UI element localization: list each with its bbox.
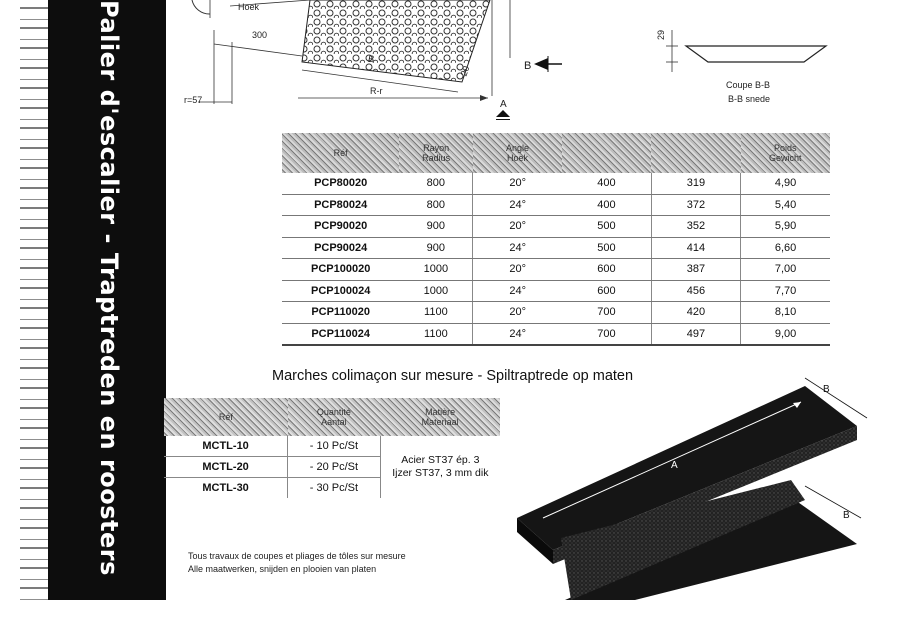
label-b: B [368, 54, 375, 64]
col-material: Matière Materiaal [380, 398, 500, 436]
vertical-title-text: Palier d'escalier - Traptreden en roosters [95, 0, 123, 576]
table-row [282, 173, 830, 194]
steps-illustration [505, 368, 900, 600]
cell-rayon: 900 [399, 237, 473, 259]
price-table [282, 133, 830, 346]
steps-svg [505, 368, 900, 600]
material-fr: Acier ST37 ép. 3 [401, 454, 480, 466]
cell-angle: 20° [473, 173, 562, 194]
col-b [651, 133, 740, 173]
table-header-row [282, 133, 830, 173]
cell-b: 497 [651, 323, 740, 345]
cell-ref: MCTL-10 [164, 436, 288, 457]
col-poids: Poids Gewicht [741, 133, 830, 173]
cell-ref: PCP80024 [282, 194, 399, 216]
table-row [282, 323, 830, 345]
cell-b: 319 [651, 173, 740, 194]
cell-quantity: - 30 Pc/St [288, 478, 380, 499]
cell-ref: PCP90020 [282, 216, 399, 238]
cell-angle: 20° [473, 302, 562, 324]
cell-poids: 5,90 [741, 216, 830, 238]
cell-b: 456 [651, 280, 740, 302]
cell-ref: MCTL-30 [202, 482, 249, 494]
cell-material [380, 436, 500, 498]
cell-ref: PCP80020 [282, 173, 399, 194]
cell-rayon: 1000 [399, 280, 473, 302]
label-section-a: A [500, 99, 507, 110]
cell-angle: 20° [473, 259, 562, 281]
table-row [282, 302, 830, 324]
cell-rayon: 800 [399, 173, 473, 194]
cell-poids: 8,10 [741, 302, 830, 324]
col-rayon: Rayon Radius [399, 133, 473, 173]
col-ref: Réf [282, 133, 399, 173]
cell-poids: 6,60 [741, 237, 830, 259]
cell-poids: 7,70 [741, 280, 830, 302]
label-rr: R-r [370, 86, 383, 96]
label-29: 29 [656, 29, 667, 41]
cell-rayon: 1000 [399, 259, 473, 281]
label-coupe: Coupe B-B [726, 80, 771, 90]
cell-angle: 24° [473, 323, 562, 345]
cell-a: 500 [562, 216, 651, 238]
label-section-b: B [524, 60, 532, 72]
table-row [164, 436, 500, 457]
table-row [282, 280, 830, 302]
section-heading: Marches colimaçon sur mesure - Spiltraptrede op maten [272, 368, 634, 384]
cell-angle: 24° [473, 194, 562, 216]
cell-a: 600 [562, 280, 651, 302]
cell-rayon: 800 [399, 194, 473, 216]
cell-b: 387 [651, 259, 740, 281]
technical-drawing [170, 0, 900, 120]
cell-ref: PCP110024 [282, 323, 399, 345]
cell-ref: PCP110020 [282, 302, 399, 324]
table-row [282, 237, 830, 259]
cell-b: 420 [651, 302, 740, 324]
table-header-row [164, 398, 500, 436]
cell-a: 700 [562, 323, 651, 345]
table-row [282, 216, 830, 238]
label-20: 20 [458, 64, 472, 78]
col-angle: Angle Hoek [473, 133, 562, 173]
cell-b: 352 [651, 216, 740, 238]
cell-rayon: 1100 [399, 302, 473, 324]
steps-label-b-lower: B [843, 510, 850, 521]
col-quantity: Quantité Aantal [288, 398, 380, 436]
material-nl: Ijzer ST37, 3 mm dik [392, 467, 489, 479]
col-a [562, 133, 651, 173]
footer-line-nl: Alle maatwerken, snijden en plooien van platen [188, 564, 377, 574]
cell-rayon: 1100 [399, 323, 473, 345]
cell-a: 600 [562, 259, 651, 281]
label-300: 300 [252, 30, 268, 40]
cell-quantity: - 20 Pc/St [288, 457, 380, 478]
cell-ref: PCP90024 [282, 237, 399, 259]
steps-label-a: A [671, 460, 678, 471]
cell-b: 372 [651, 194, 740, 216]
col-ref: Réf [164, 398, 288, 436]
cell-poids: 7,00 [741, 259, 830, 281]
cell-a: 700 [562, 302, 651, 324]
cell-angle: 20° [473, 216, 562, 238]
steps-label-b-upper: B [823, 384, 830, 395]
table-row [282, 259, 830, 281]
cell-a: 400 [562, 194, 651, 216]
table-row [282, 194, 830, 216]
label-snede: B-B snede [728, 94, 771, 104]
cell-a: 400 [562, 173, 651, 194]
cell-poids: 4,90 [741, 173, 830, 194]
drawing-svg [170, 0, 900, 120]
cell-ref: PCP100024 [282, 280, 399, 302]
label-r57: r=57 [184, 95, 203, 105]
cell-rayon: 900 [399, 216, 473, 238]
cell-a: 500 [562, 237, 651, 259]
cell-b: 414 [651, 237, 740, 259]
cell-angle: 24° [473, 237, 562, 259]
cell-angle: 24° [473, 280, 562, 302]
side-band [0, 0, 170, 600]
custom-steps-table [164, 398, 500, 498]
cell-poids: 5,40 [741, 194, 830, 216]
cell-ref: MCTL-20 [164, 457, 288, 478]
footer-line-fr: Tous travaux de coupes et pliages de tôles sur mesure [188, 551, 406, 561]
cell-quantity: - 10 Pc/St [288, 436, 380, 457]
cell-ref: PCP100020 [282, 259, 399, 281]
label-hoek: Hoek [238, 2, 260, 12]
cell-poids: 9,00 [741, 323, 830, 345]
